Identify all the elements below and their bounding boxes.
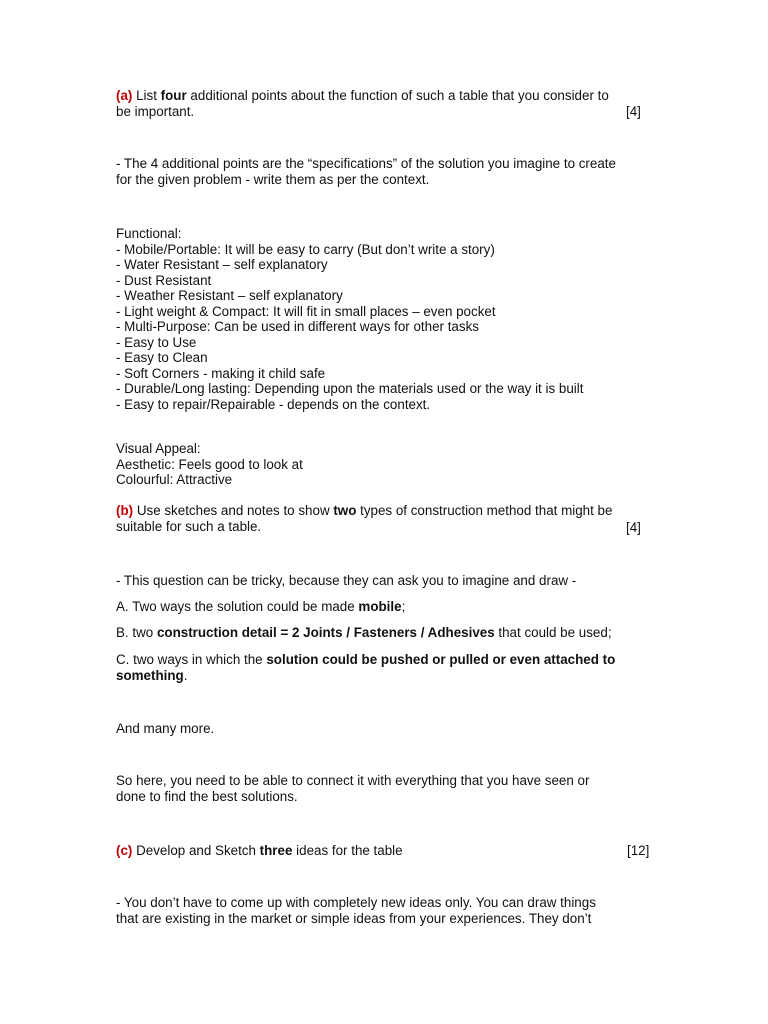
functional-section [116, 226, 652, 412]
list-item: Aesthetic: Feels good to look at [116, 456, 303, 472]
option-a-text: A. Two ways the solution could be made [116, 599, 359, 614]
option-c-text: C. two ways in which the [116, 652, 267, 667]
option-b [116, 625, 652, 641]
question-b-line-2: suitable for such a table. [116, 518, 262, 534]
list-item: - Mobile/Portable: It will be easy to carry (But don’t write a story) [116, 241, 495, 257]
list-item: - Easy to Use [116, 334, 197, 350]
list-item: - Multi-Purpose: Can be used in different ways for other tasks [116, 319, 479, 334]
question-b-text-2: types of construction method that might be [356, 503, 613, 518]
list-item: - Easy to Clean [116, 350, 208, 365]
question-a-label: (a) [116, 88, 133, 103]
question-b [116, 503, 652, 534]
option-c-bold-2: something [116, 667, 184, 683]
visual-appeal-section [116, 441, 652, 488]
question-c-text-2: ideas for the table [292, 843, 403, 858]
specifications-note-line-1: - The 4 additional points are the “specifications” of the solution you imagine to create [116, 156, 616, 171]
connect-note-line-2: done to find the best solutions. [116, 788, 298, 804]
list-item: - Dust Resistant [116, 272, 212, 288]
question-b-text-1: Use sketches and notes to show [133, 503, 334, 518]
question-b-marks: [4] [626, 520, 641, 535]
ideas-note-line-2: that are existing in the market or simple ideas from your experiences. They don’t [116, 910, 592, 926]
option-a-end: ; [401, 599, 406, 614]
option-c-end: . [183, 667, 188, 683]
list-item: Colourful: Attractive [116, 472, 233, 487]
question-c-text-1: Develop and Sketch [132, 843, 260, 858]
connect-note-line-1: So here, you need to be able to connect it with everything that you have seen or [116, 773, 590, 788]
functional-heading: Functional: [116, 226, 182, 241]
question-b-bold: two [333, 503, 357, 518]
ideas-note [116, 895, 652, 926]
list-item: - Weather Resistant – self explanatory [116, 288, 343, 303]
visual-appeal-heading: Visual Appeal: [116, 441, 201, 456]
list-item: - Easy to repair/Repairable - depends on the context. [116, 396, 431, 412]
question-a [116, 88, 652, 119]
connect-note [116, 773, 652, 804]
option-b-text: B. two [116, 625, 157, 640]
option-a [116, 599, 652, 615]
question-b-label: (b) [116, 503, 134, 518]
question-a-marks: [4] [626, 104, 641, 119]
question-c-marks: [12] [627, 843, 650, 858]
option-c [116, 652, 652, 683]
list-item: - Water Resistant – self explanatory [116, 257, 328, 272]
tricky-note: - This question can be tricky, because they can ask you to imagine and draw - [116, 573, 577, 588]
question-a-text-2: additional points about the function of such a table that you consider to [186, 88, 609, 103]
list-item: - Soft Corners - making it child safe [116, 365, 326, 381]
option-b-end: that could be used; [494, 625, 612, 640]
list-item: - Durable/Long lasting: Depending upon the materials used or the way it is built [116, 381, 584, 396]
question-c-bold: three [259, 843, 293, 858]
question-a-bold: four [160, 88, 187, 103]
ideas-note-line-1: - You don’t have to come up with completely new ideas only. You can draw things [116, 895, 596, 910]
list-item: - Light weight & Compact: It will fit in small places – even pocket [116, 303, 496, 319]
many-more-text: And many more. [116, 721, 215, 736]
specifications-note-line-2: for the given problem - write them as per the context. [116, 171, 430, 187]
question-c [116, 843, 652, 859]
question-c-label: (c) [116, 843, 133, 858]
question-a-text-1: List [136, 88, 161, 103]
question-a-line-2: be important. [116, 103, 195, 119]
option-b-bold: construction detail = 2 Joints / Fasteners / Adhesives [156, 625, 495, 640]
option-a-bold: mobile [358, 599, 402, 614]
specifications-note [116, 156, 652, 187]
option-c-bold: solution could be pushed or pulled or even attached to [266, 652, 616, 667]
